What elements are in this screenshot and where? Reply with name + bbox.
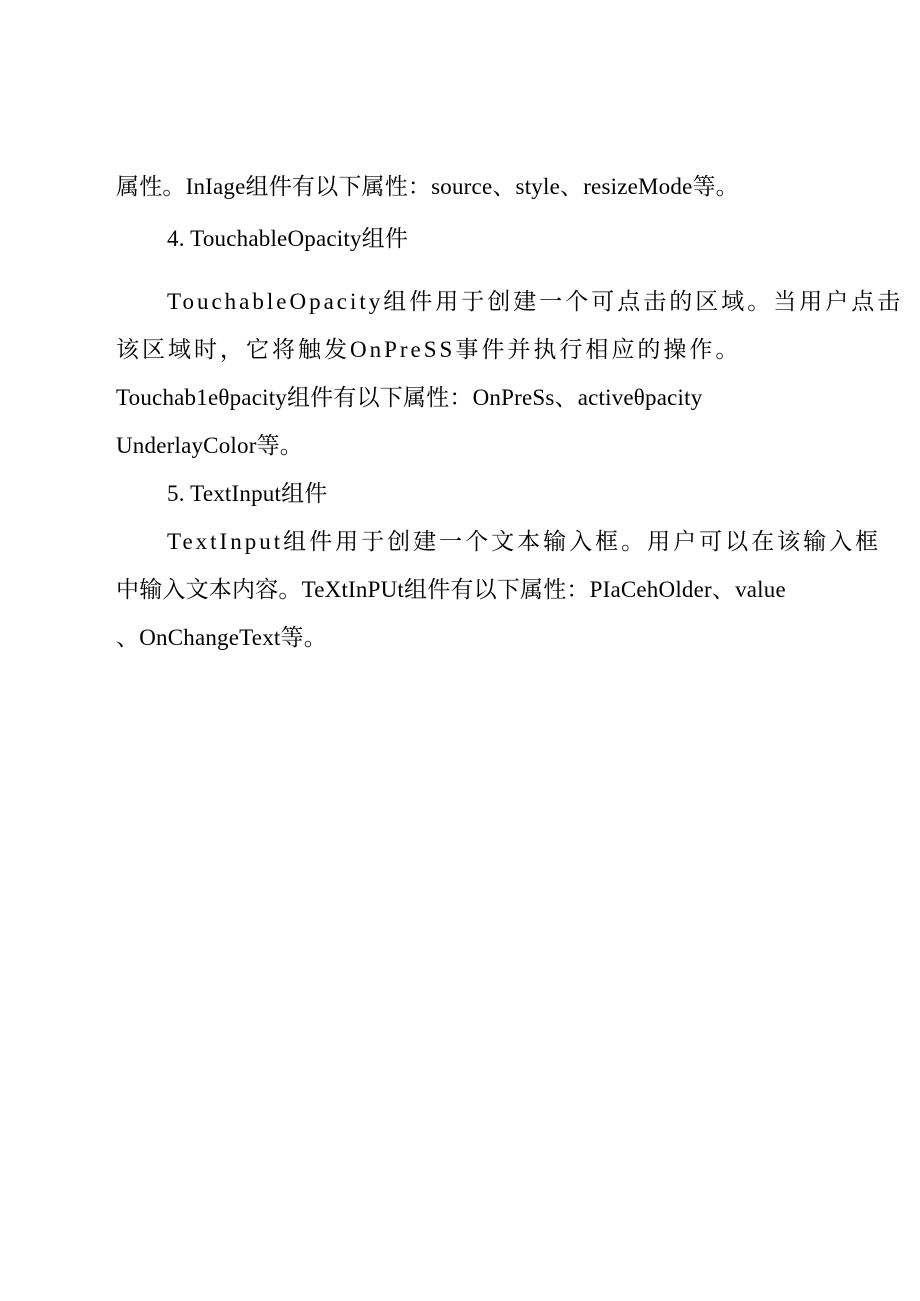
text-line: 该区域时，它将触发OnPreSS事件并执行相应的操作。 <box>116 337 742 362</box>
text-line: 属性。InIage组件有以下属性：source、style、resizeMode等。 <box>116 174 739 199</box>
text-line: 、OnChangeText等。 <box>116 625 327 650</box>
section-heading: 5. TextInput组件 <box>167 481 328 506</box>
section-heading: 4. TouchableOpacity组件 <box>167 226 409 251</box>
text-line: UnderlayColor等。 <box>116 433 303 458</box>
text-line: Touchab1eθpacity组件有以下属性：OnPreSs、activeθpacity <box>116 385 703 410</box>
text-line: TextInput组件用于创建一个文本输入框。用户可以在该输入框 <box>167 529 882 554</box>
text-line: TouchableOpacity组件用于创建一个可点击的区域。当用户点击 <box>167 289 904 314</box>
text-line: 中输入文本内容。TeXtInPUt组件有以下属性：PIaCehOlder、value <box>116 577 786 602</box>
